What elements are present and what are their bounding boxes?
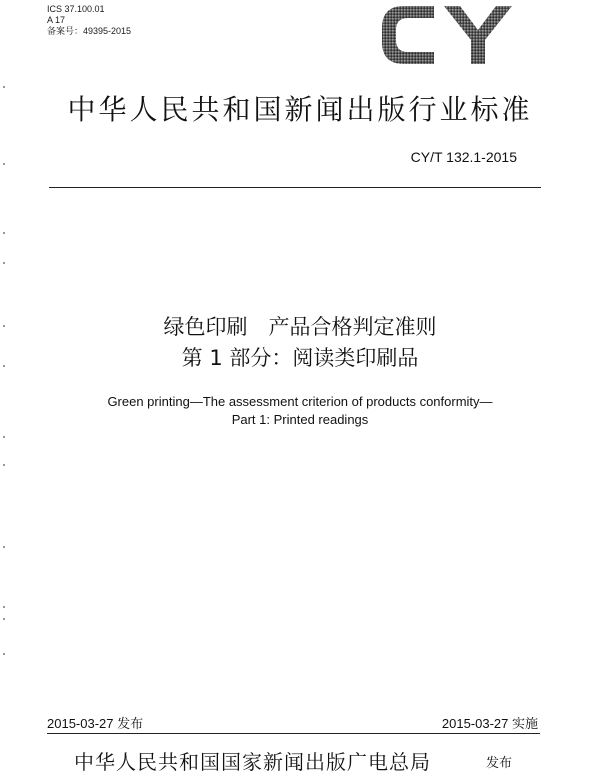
scan-edge-marks — [2, 0, 6, 765]
record-number: 备案号：49395-2015 — [47, 26, 132, 36]
ics-code: ICS 37.100.01 — [47, 4, 105, 14]
scan-mark — [3, 86, 5, 88]
top-divider — [49, 187, 541, 188]
scan-mark — [3, 365, 5, 367]
title-zh-line2: 第 1 部分：阅读类印刷品 — [181, 346, 419, 370]
bottom-divider — [47, 733, 540, 734]
cy-logo — [374, 0, 520, 66]
scan-mark — [3, 232, 5, 234]
scan-mark — [3, 618, 5, 620]
implementation-date: 2015-03-27 实施 — [441, 716, 538, 731]
scan-mark — [3, 606, 5, 608]
header-meta — [47, 4, 131, 37]
org-title: 中华人民共和国新闻出版行业标准 — [67, 93, 533, 126]
scan-mark — [3, 325, 5, 327]
title-en-line2: Part 1: Printed readings — [231, 412, 369, 427]
standard-number: CY/T 132.1-2015 — [410, 149, 517, 165]
scan-mark — [3, 546, 5, 548]
category-code: A 17 — [47, 15, 66, 25]
scan-mark — [3, 163, 5, 165]
publisher-name: 中华人民共和国国家新闻出版广电总局 — [74, 750, 431, 774]
scan-mark — [3, 436, 5, 438]
scan-mark — [3, 262, 5, 264]
issue-date: 2015-03-27 发布 — [47, 716, 144, 731]
publish-label: 发布 — [486, 756, 513, 771]
scan-mark — [3, 464, 5, 466]
title-en-line1: Green printing—The assessment criterion of products conformity— — [107, 394, 493, 409]
title-zh-line1: 绿色印刷 产品合格判定准则 — [163, 315, 437, 339]
scan-mark — [3, 653, 5, 655]
